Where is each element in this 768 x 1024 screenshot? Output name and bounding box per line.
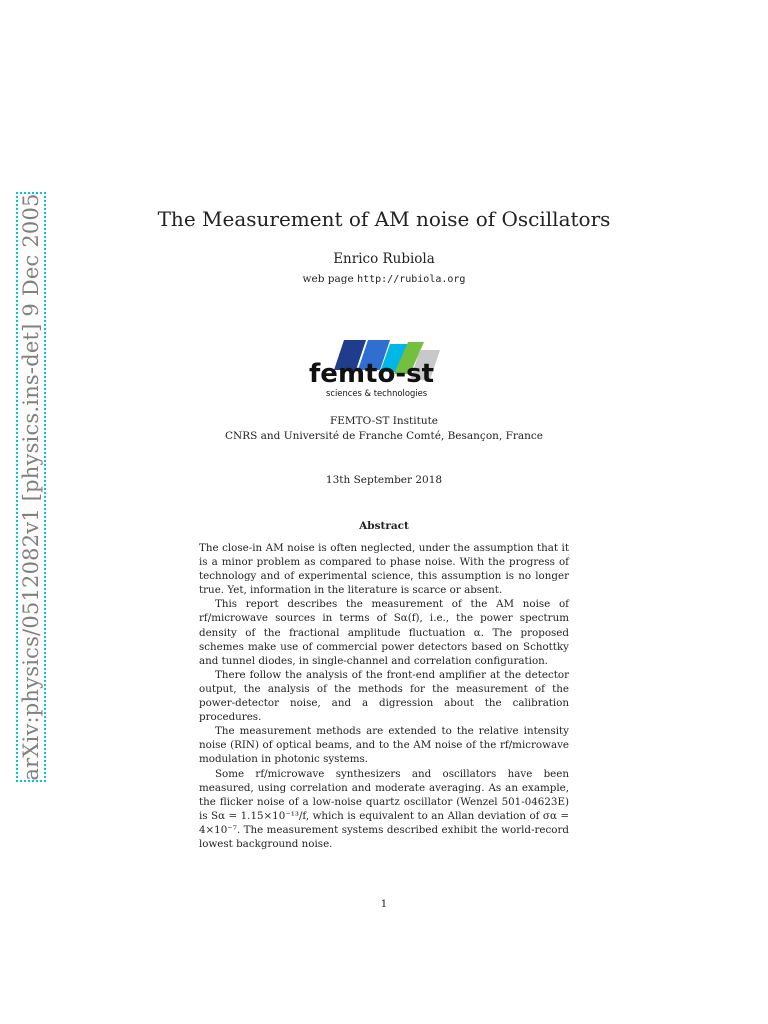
- web-page-url[interactable]: http://rubiola.org: [357, 274, 466, 285]
- abstract-body: [199, 541, 569, 851]
- abstract-paragraph: The close-in AM noise is often neglected, under the assumption that it is a minor problem as compared to phase noise. With the progress of technology and of experimental science, this assumption is no longer true. Yet, information in the literature is scarce or absent.: [199, 542, 569, 597]
- femto-st-logo-graphic: [306, 336, 456, 402]
- abstract-paragraph: This report describes the measurement of the AM noise of rf/microwave sources in terms of Sα(f), i.e., the power spectrum density of the fractional amplitude fluctuation α. The proposed schemes make use of commercial power detectors based on Schottky and tunnel diodes, in single-channel and correlation configuration.: [199, 598, 569, 667]
- web-page-label: web page: [302, 273, 354, 285]
- abstract-paragraph: There follow the analysis of the front-end amplifier at the detector output, the analysis of the methods for the measurement of the power-detector noise, and a digression about the calibration procedures.: [199, 668, 569, 724]
- paper-date: 13th September 2018: [325, 474, 443, 486]
- author-name: Enrico Rubiola: [333, 251, 435, 267]
- author-web-page: [0, 273, 768, 285]
- paper-title: The Measurement of AM noise of Oscillators: [157, 207, 611, 231]
- femto-st-logo: [306, 336, 456, 402]
- affiliation: [0, 414, 768, 444]
- arxiv-identifier: arXiv:physics/0512082v1 [physics.ins-det] 9 Dec 2005: [19, 193, 43, 781]
- institute-address: CNRS and Université de Franche Comté, Besançon, France: [224, 430, 543, 442]
- abstract-heading: Abstract: [359, 520, 409, 532]
- page-number: 1: [380, 898, 388, 910]
- logo-wordmark: femto-st: [309, 359, 435, 389]
- logo-tagline: sciences & technologies: [326, 388, 428, 398]
- abstract-paragraph: Some rf/microwave synthesizers and oscillators have been measured, using correlation and moderate averaging. As an example, the flicker noise of a low-noise quartz oscillator (Wenzel 501-04623E) is Sα = 1.15×10⁻¹³/f, which is equivalent to an Allan deviation of σα = 4×10⁻⁷. The measurement systems described exhibit the world-record lowest background noise.: [199, 767, 569, 850]
- institute-name: FEMTO-ST Institute: [329, 415, 439, 427]
- abstract-paragraph: The measurement methods are extended to the relative intensity noise (RIN) of optical beams, and to the AM noise of the rf/microwave modulation in photonic systems.: [199, 725, 569, 766]
